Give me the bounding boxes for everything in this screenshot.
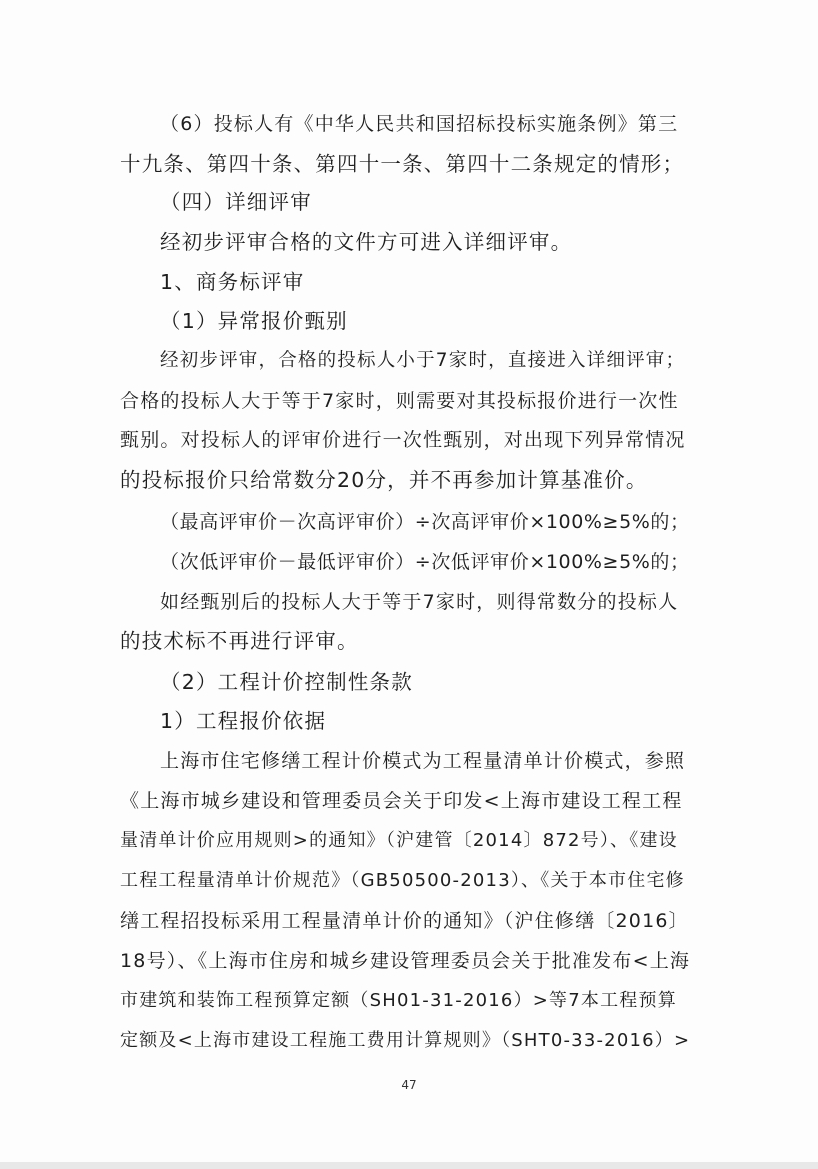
subsection-heading: 1、商务标评审	[160, 270, 305, 294]
paragraph-line: 经初步评审，合格的投标人小于7家时，直接进入详细评审；	[160, 350, 686, 371]
paragraph-line: 工程工程量清单计价规范》（GB50500-2013）、《关于本市住宅修	[120, 870, 685, 891]
paragraph-line: 上海市住宅修缮工程计价模式为工程量清单计价模式，参照	[160, 750, 686, 772]
formula-line: （最高评审价－次高评审价）÷次高评审价×100%≥5%的；	[160, 511, 690, 533]
paragraph-line: 定额及<上海市建设工程施工费用计算规则》（SHT0-33-2016）>	[120, 1030, 691, 1051]
scan-edge	[0, 1162, 818, 1169]
paragraph-line: 的技术标不再进行评审。	[120, 629, 359, 653]
paragraph-line: 的投标报价只给常数分20分，并不再参加计算基准价。	[120, 468, 648, 492]
paragraph-line: 经初步评审合格的文件方可进入详细评审。	[160, 230, 573, 254]
subsection-heading: 1）工程报价依据	[160, 709, 327, 733]
paragraph-line: 《上海市城乡建设和管理委员会关于印发<上海市建设工程工程	[120, 790, 683, 812]
paragraph-line: 甄别。对投标人的评审价进行一次性甄别，对出现下列异常情况	[120, 429, 686, 451]
page-number: 47	[401, 1078, 417, 1092]
paragraph-line: 缮工程招投标采用工程量清单计价的通知》（沪住修缮〔2016〕	[120, 910, 689, 932]
section-heading: （四）详细评审	[160, 190, 312, 214]
subsection-heading: （2）工程计价控制性条款	[160, 670, 413, 694]
subsection-heading: （1）异常报价甄别	[160, 309, 348, 333]
paragraph-line: （6）投标人有《中华人民共和国招标投标实施条例》第三	[160, 113, 679, 135]
formula-line: （次低评审价－最低评审价）÷次低评审价×100%≥5%的；	[160, 551, 690, 573]
paragraph-line: 18号）、《上海市住房和城乡建设管理委员会关于批准发布<上海	[120, 950, 691, 972]
paragraph-line: 十九条、第四十条、第四十一条、第四十二条规定的情形；	[120, 152, 685, 176]
paragraph-line: 如经甄别后的投标人大于等于7家时，则得常数分的投标人	[160, 591, 679, 613]
paragraph-line: 量清单计价应用规则>的通知》（沪建管〔2014〕872号）、《建设	[120, 830, 678, 851]
paragraph-line: 市建筑和装饰工程预算定额（SH01-31-2016）>等7本工程预算	[120, 990, 677, 1011]
paragraph-line: 合格的投标人大于等于7家时，则需要对其投标报价进行一次性	[120, 390, 679, 412]
